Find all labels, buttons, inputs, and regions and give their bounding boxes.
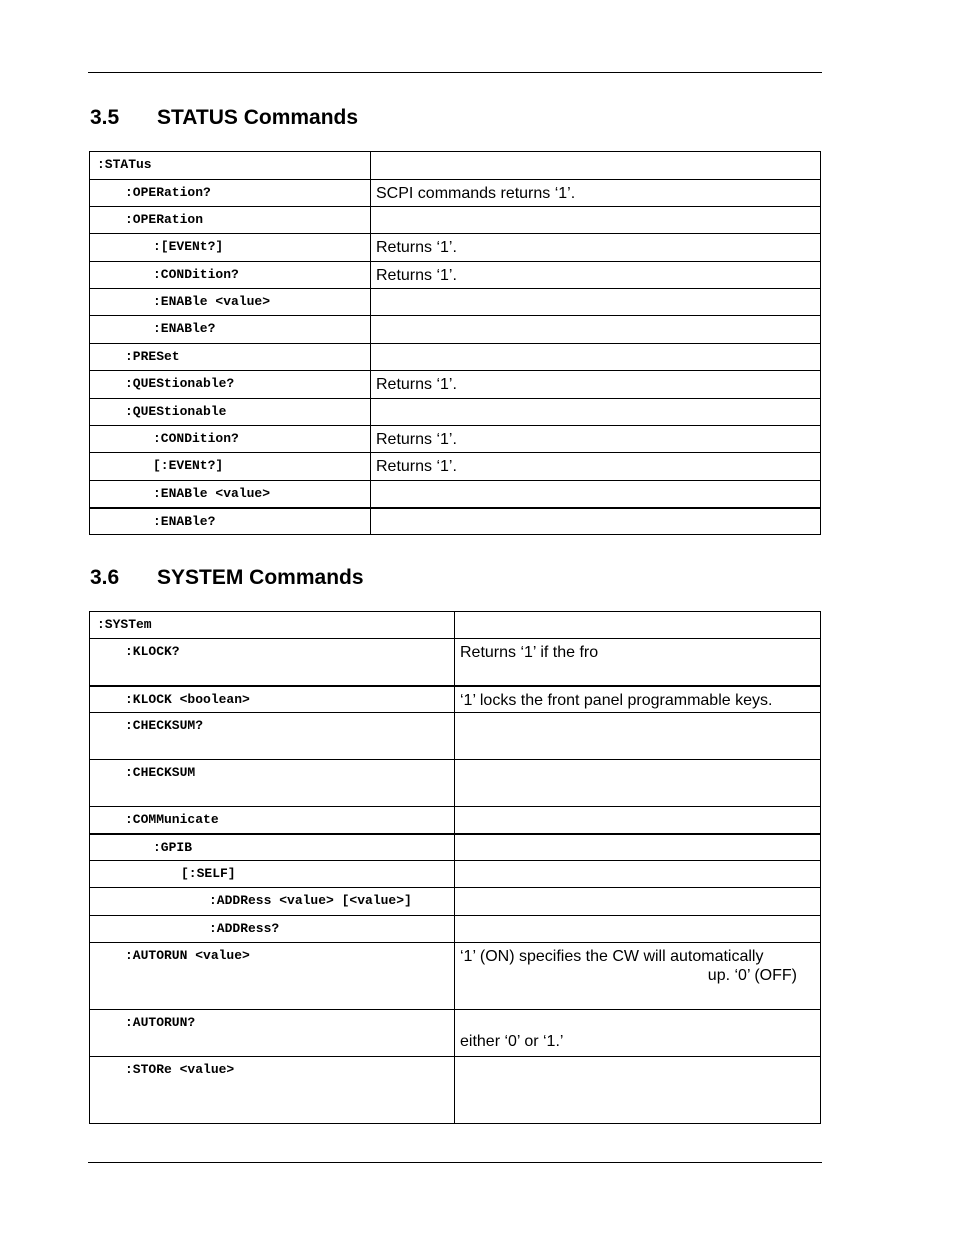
section-heading-system — [90, 566, 364, 590]
description-cell — [371, 207, 821, 234]
command-cell: :SYSTem — [90, 612, 455, 639]
table-row — [90, 916, 821, 943]
description-cell: SCPI commands returns ‘1’. — [371, 180, 821, 207]
table-row — [90, 888, 821, 916]
header-rule — [88, 72, 822, 73]
description-cell — [455, 888, 821, 916]
description-line — [460, 1013, 815, 1032]
command-cell: :QUEStionable? — [90, 371, 371, 399]
table-row — [90, 760, 821, 807]
description-line: either ‘0’ or ‘1.’ — [460, 1033, 564, 1050]
table-row — [90, 344, 821, 371]
table-row — [90, 180, 821, 207]
command-cell: :COMMunicate — [90, 807, 455, 834]
table-row — [90, 807, 821, 834]
command-cell: :CHECKSUM? — [90, 713, 455, 760]
table-row — [90, 612, 821, 639]
description-cell: Returns ‘1’. — [371, 453, 821, 481]
table-row — [90, 1010, 821, 1057]
description-cell — [455, 639, 821, 686]
section-title: SYSTEM Commands — [157, 566, 364, 589]
command-cell: :QUEStionable — [90, 399, 371, 426]
command-cell: :ENABle <value> — [90, 481, 371, 508]
command-cell: :ADDRess? — [90, 916, 455, 943]
section-title: STATUS Commands — [157, 106, 359, 129]
description-cell: Returns ‘1’. — [371, 262, 821, 289]
command-cell: :OPERation — [90, 207, 371, 234]
description-cell — [455, 1010, 821, 1057]
command-cell: :OPERation? — [90, 180, 371, 207]
table-row — [90, 453, 821, 481]
command-cell: :ENABle? — [90, 316, 371, 344]
command-cell: :CONDition? — [90, 262, 371, 289]
description-cell — [371, 289, 821, 316]
description-cell — [455, 834, 821, 861]
table-row — [90, 234, 821, 262]
command-cell: :CHECKSUM — [90, 760, 455, 807]
description-line: ‘1’ locks the front panel programmable keys. — [460, 691, 773, 709]
description-cell — [371, 481, 821, 508]
description-cell — [455, 807, 821, 834]
table-row — [90, 834, 821, 861]
command-cell: :STORe <value> — [90, 1057, 455, 1124]
description-cell — [455, 612, 821, 639]
description-line: up. ‘0’ (OFF) — [707, 967, 797, 984]
table-row — [90, 686, 821, 713]
table-row — [90, 943, 821, 1010]
table-row — [90, 481, 821, 508]
table-row — [90, 152, 821, 180]
command-cell: :PRESet — [90, 344, 371, 371]
section-number: 3.5 — [90, 106, 120, 129]
table-row — [90, 289, 821, 316]
table-row — [90, 508, 821, 535]
command-cell: :CONDition? — [90, 426, 371, 453]
command-cell: :ADDRess <value> [<value>] — [90, 888, 455, 916]
description-cell — [371, 152, 821, 180]
table-row — [90, 207, 821, 234]
command-cell: :STATus — [90, 152, 371, 180]
system-commands-table — [89, 611, 821, 1124]
command-cell: :GPIB — [90, 834, 455, 861]
command-cell: [:SELF] — [90, 861, 455, 888]
table-row — [90, 316, 821, 344]
description-cell — [455, 916, 821, 943]
command-cell: [:EVENt?] — [90, 453, 371, 481]
description-line: Returns ‘1’ if the fro — [460, 644, 599, 661]
footer-rule — [88, 1162, 822, 1163]
command-cell: :ENABle? — [90, 508, 371, 535]
command-cell: :AUTORUN <value> — [90, 943, 455, 1010]
description-cell: Returns ‘1’. — [371, 234, 821, 262]
table-row — [90, 713, 821, 760]
table-row — [90, 861, 821, 888]
table-row — [90, 639, 821, 686]
description-cell — [455, 686, 821, 713]
status-commands-table — [89, 151, 821, 535]
description-cell — [455, 760, 821, 807]
description-line: ‘1’ (ON) specifies the CW will automatically — [460, 948, 764, 965]
section-heading-status — [90, 106, 358, 130]
table-row — [90, 262, 821, 289]
description-cell — [455, 861, 821, 888]
table-row — [90, 426, 821, 453]
description-cell — [371, 316, 821, 344]
command-cell: :KLOCK? — [90, 639, 455, 686]
description-cell: Returns ‘1’. — [371, 426, 821, 453]
description-cell — [371, 508, 821, 535]
description-cell — [455, 1057, 821, 1124]
table-row — [90, 1057, 821, 1124]
table-row — [90, 371, 821, 399]
description-cell — [371, 399, 821, 426]
description-cell: Returns ‘1’. — [371, 371, 821, 399]
command-cell: :AUTORUN? — [90, 1010, 455, 1057]
description-cell — [455, 943, 821, 1010]
command-cell: :KLOCK <boolean> — [90, 686, 455, 713]
command-cell: :ENABle <value> — [90, 289, 371, 316]
section-number: 3.6 — [90, 566, 120, 589]
description-cell — [455, 713, 821, 760]
description-cell — [371, 344, 821, 371]
command-cell: :[EVENt?] — [90, 234, 371, 262]
table-row — [90, 399, 821, 426]
